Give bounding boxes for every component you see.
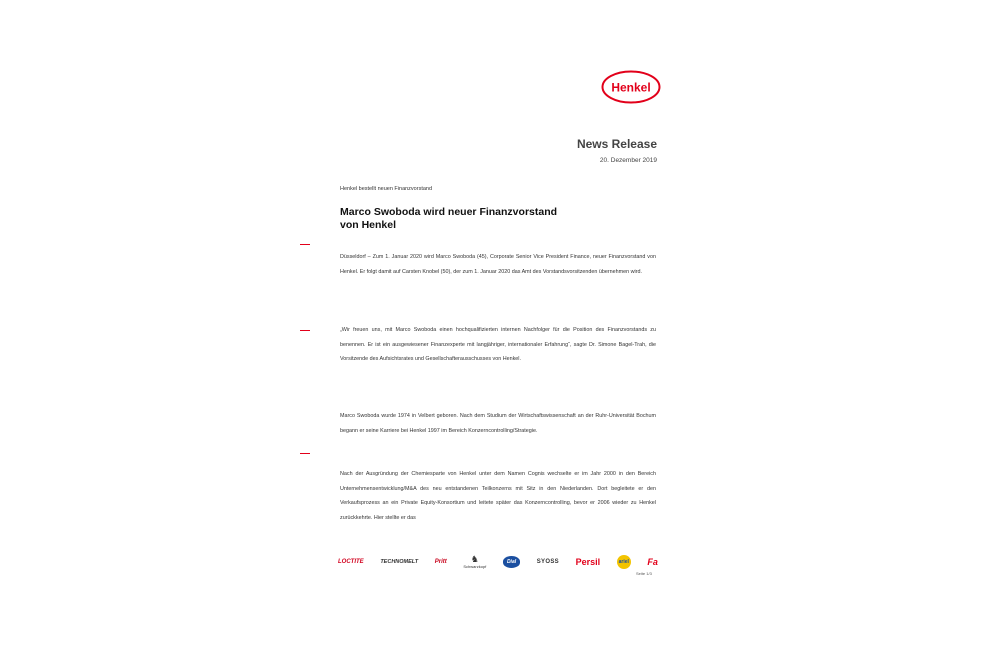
paragraph: „Wir freuen uns, mit Marco Swoboda einen hochqualifizierten internen Nachfolger für die Position des Finanzvorstands zu benennen. Er ist ein ausgewiesener Finanzexperte mit langjähriger, internationaler Erfahrung“, sagte Dr. Simone Bagel-Trah, die Vorsitzende des Aufsichtsrates und Gesellschafterausschusses von Henkel. [340, 327, 656, 363]
margin-mark [300, 244, 310, 245]
henkel-logo [601, 70, 661, 104]
brand-persil-logo: Persil [575, 557, 601, 567]
schwarzkopf-icon: ♞ [470, 554, 479, 564]
brand-dial-logo: Dial [503, 556, 520, 568]
release-date: 20. Dezember 2019 [599, 157, 657, 164]
headline-line-2: von Henkel [340, 219, 397, 231]
brand-fa-logo: Fa [647, 557, 658, 567]
brand-logo-row [338, 551, 658, 573]
brand-technomelt-logo: TECHNOMELT [380, 559, 419, 565]
brand-syoss-logo: SYOSS [536, 559, 559, 565]
margin-mark [300, 453, 310, 454]
brand-pritt-logo: Pritt [434, 559, 447, 565]
brand-schwarzkopf-label: Schwarzkopf [463, 564, 487, 569]
page-number: Seite 1/3 [636, 571, 652, 576]
paragraph: Nach der Ausgründung der Chemiesparte von Henkel unter dem Namen Cognis wechselte er im Jahr 2000 in den Bereich Unternehmensentwicklung/M&A des neu entstandenen Teilkonzerns mit Sitz in den Niederlanden. Dort begleitete er den Verkaufsprozess an ein Private Equity-Konsortium und leitete später das Konzerncontrolling, bevor er 2006 wieder zu Henkel zurückkehrte. Hier stellte er das [340, 471, 656, 521]
document-type: News Release [576, 137, 657, 151]
article-kicker: Henkel bestellt neuen Finanzvorstand [340, 186, 433, 192]
brand-loctite-logo: LOCTITE [338, 559, 364, 565]
paragraph: Marco Swoboda wurde 1974 in Velbert geboren. Nach dem Studium der Wirtschaftswissenschaft an der Ruhr-Universität Bochum begann er seine Karriere bei Henkel 1997 im Bereich Konzerncontrolling/Strategie. [340, 413, 656, 434]
article-headline [340, 206, 630, 232]
logo-text: Henkel [611, 80, 651, 95]
margin-mark [300, 330, 310, 331]
henkel-logo-mark [601, 70, 661, 104]
brand-schwarzkopf-logo [463, 555, 486, 569]
brand-ariel-logo: ariel [617, 555, 631, 569]
paragraph: Düsseldorf – Zum 1. Januar 2020 wird Marco Swoboda (45), Corporate Senior Vice President Finance, neuer Finanzvorstand von Henkel. Er folgt damit auf Carsten Knobel (50), der zum 1. Januar 2020 das Amt des Vorstandsvorsitzenden übernehmen wird. [340, 254, 656, 275]
headline-line-1: Marco Swoboda wird neuer Finanzvorstand [340, 206, 558, 218]
